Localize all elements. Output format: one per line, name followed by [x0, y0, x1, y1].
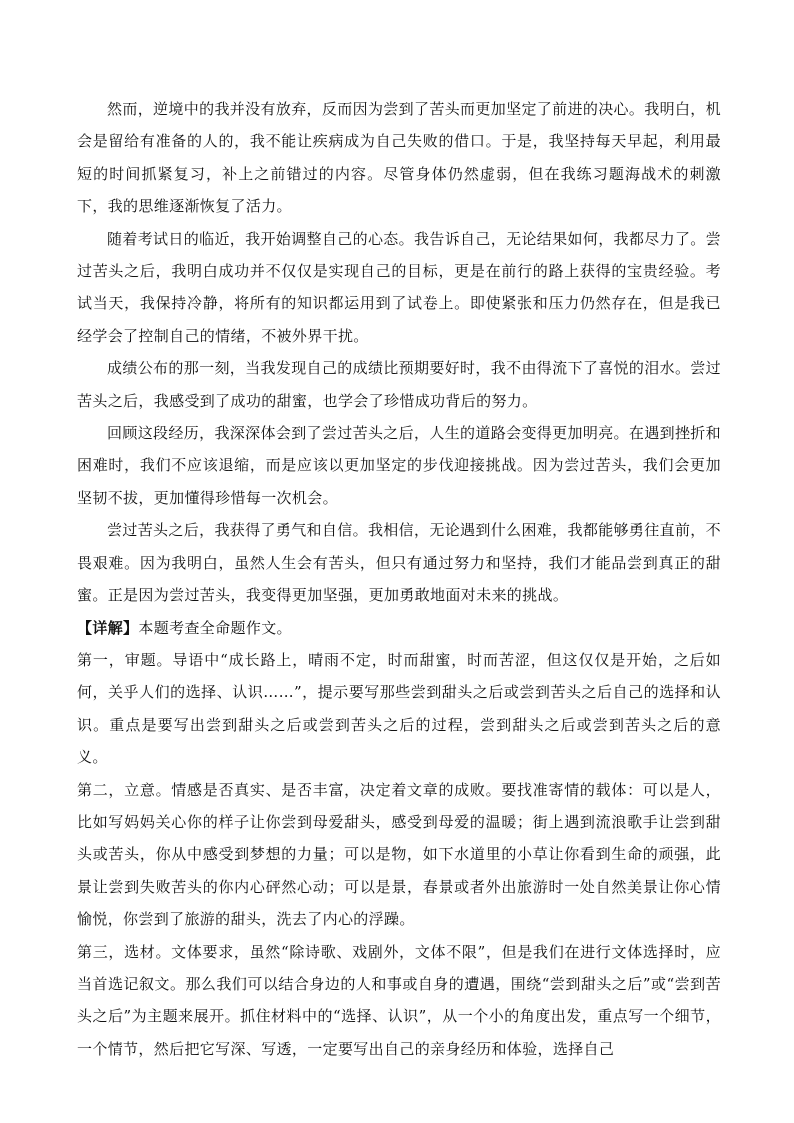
analysis-section-1: 第一，审题。导语中“成长路上，晴雨不定，时而甜蜜，时而苦涩，但这仅仅是开始，之后如何，关乎人们的选择、认识……”，提示要写那些尝到甜头之后或尝到苦头之后自己的选择和认识。重点是要写出尝到甜头之后或尝到苦头之后的过程，尝到甜头之后或尝到苦头之后的意义。	[77, 650, 721, 767]
analysis-intro: 本题考查全命题作文。	[138, 618, 292, 637]
essay-paragraph-2: 随着考试日的临近，我开始调整自己的心态。我告诉自己，无论结果如何，我都尽力了。尝过苦头之后，我明白成功并不仅仅是实现自己的目标，更是在前行的路上获得的宝贵经验。考试当天，我保持冷静，将所有的知识都运用到了试卷上。即使紧张和压力仍然存在，但是我已经学会了控制自己的情绪，不被外界干扰。	[77, 229, 722, 345]
document-page	[77, 93, 721, 1065]
essay-paragraph-5: 尝过苦头之后，我获得了勇气和自信。我相信，无论遇到什么困难，我都能够勇往直前，不畏艰难。因为我明白，虽然人生会有苦头，但只有通过努力和坚持，我们才能品尝到真正的甜蜜。正是因为尝过苦头，我变得更加坚强，更加勇敢地面对未来的挑战。	[77, 521, 722, 605]
essay-paragraph-3: 成绩公布的那一刻，当我发现自己的成绩比预期要好时，我不由得流下了喜悦的泪水。尝过苦头之后，我感受到了成功的甜蜜，也学会了珍惜成功背后的努力。	[77, 359, 722, 410]
essay-paragraph-1: 然而，逆境中的我并没有放弃，反而因为尝到了苦头而更加坚定了前进的决心。我明白，机会是留给有准备的人的，我不能让疾病成为自己失败的借口。于是，我坚持每天早起，利用最短的时间抓紧复习，补上之前错过的内容。尽管身体仍然虚弱，但在我练习题海战术的刺激下，我的思维逐渐恢复了活力。	[77, 100, 722, 216]
analysis-section-2: 第二，立意。情感是否真实、是否丰富，决定着文章的成败。要找准寄情的载体：可以是人，比如写妈妈关心你的样子让你尝到母爱甜头，感受到母爱的温暖；街上遇到流浪歌手让尝到甜头或苦头，你从中感受到梦想的力量；可以是物，如下水道里的小草让你看到生命的顽强，此景让尝到失败苦头的你内心砰然心动；可以是景，春景或者外出旅游时一处自然美景让你心情愉悦，你尝到了旅游的甜头，洗去了内心的浮躁。	[77, 780, 721, 929]
analysis-label: 【详解】	[77, 618, 139, 637]
essay-paragraph-4: 回顾这段经历，我深深体会到了尝过苦头之后，人生的道路会变得更加明亮。在遇到挫折和困难时，我们不应该退缩，而是应该以更加坚定的步伐迎接挑战。因为尝过苦头，我们会更加坚韧不拔，更加懂得珍惜每一次机会。	[77, 424, 722, 507]
analysis-section-3: 第三，选材。文体要求，虽然“除诗歌、戏剧外，文体不限”，但是我们在进行文体选择时，应当首选记叙文。那么我们可以结合身边的人和事或自身的遭遇，围绕“尝到甜头之后”或“尝到苦头之后”为主题来展开。抓住材料中的“选择、认识”，从一个小的角度出发，重点写一个细节，一个情节，然后把它写深、写透，一定要写出自己的亲身经历和体验，选择自己	[77, 942, 721, 1058]
analysis-heading	[77, 612, 721, 644]
